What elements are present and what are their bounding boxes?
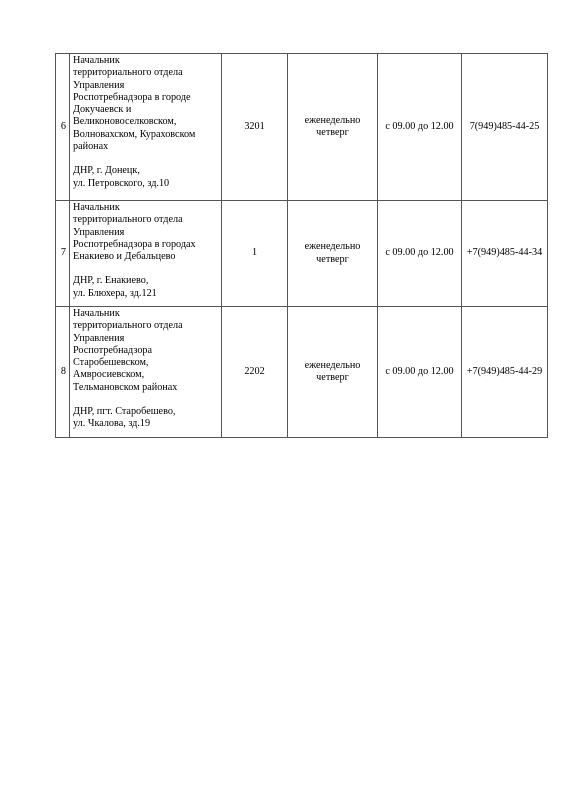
- row-number: 6: [56, 54, 70, 201]
- frequency-text: еженедельно четверг: [304, 359, 361, 383]
- frequency-cell: [288, 201, 378, 307]
- official-name: Начальник территориального отдела Управления Роспотребнадзора Старобешевском, Амвросиевском, Тельмановском районах: [73, 308, 183, 393]
- official-cell: [70, 201, 222, 307]
- row-number: 7: [56, 201, 70, 307]
- table-row: [56, 307, 548, 438]
- official-name: Начальник территориального отдела Управления Роспотребнадзора в городах Енакиево и Дебальцево: [73, 202, 196, 263]
- code-cell: 1: [222, 201, 288, 307]
- code-cell: 3201: [222, 54, 288, 201]
- official-cell: [70, 54, 222, 201]
- phone-cell: 7(949)485-44-25: [462, 54, 548, 201]
- official-address: ДНР, г. Донецк, ул. Петровского, зд.10: [73, 165, 170, 189]
- official-name: Начальник территориального отдела Управления Роспотребнадзора в городе Докучаевск и Великоновоселковском, Волновахском, Кураховском районах: [73, 55, 196, 153]
- time-cell: с 09.00 до 12.00: [378, 201, 462, 307]
- code-cell: 2202: [222, 307, 288, 438]
- frequency-text: еженедельно четверг: [304, 241, 361, 265]
- frequency-text: еженедельно четверг: [304, 114, 361, 138]
- official-address: ДНР, г. Енакиево, ул. Блюхера, зд.121: [73, 275, 157, 299]
- table-row: [56, 201, 548, 307]
- time-cell: с 09.00 до 12.00: [378, 54, 462, 201]
- time-cell: с 09.00 до 12.00: [378, 307, 462, 438]
- phone-cell: +7(949)485-44-34: [462, 201, 548, 307]
- frequency-cell: [288, 54, 378, 201]
- row-number: 8: [56, 307, 70, 438]
- official-address: ДНР, пгт. Старобешево, ул. Чкалова, зд.19: [73, 406, 176, 430]
- official-cell: [70, 307, 222, 438]
- phone-cell: +7(949)485-44-29: [462, 307, 548, 438]
- frequency-cell: [288, 307, 378, 438]
- reception-schedule-table: [55, 53, 548, 438]
- table-row: [56, 54, 548, 201]
